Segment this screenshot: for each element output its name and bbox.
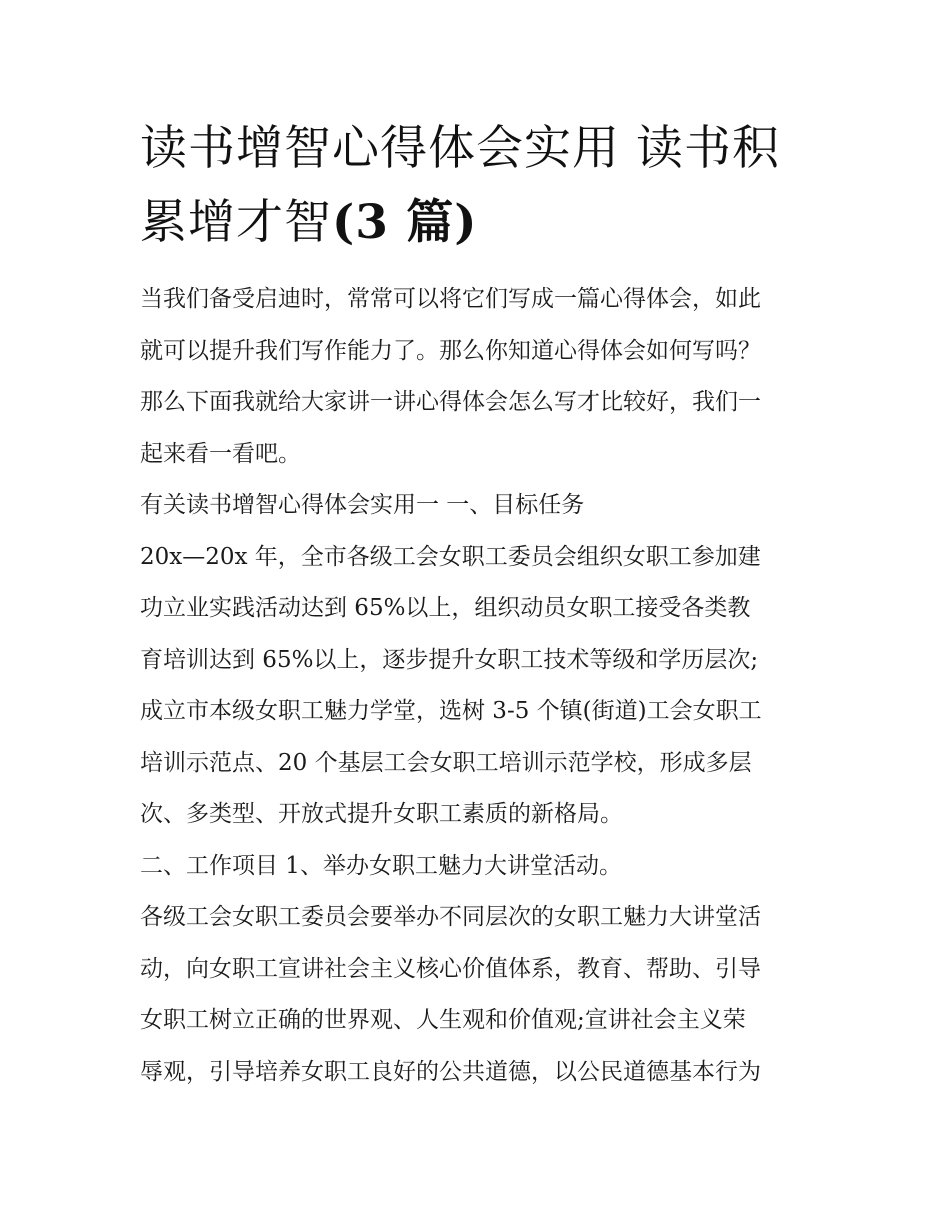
text-line: 育培训达到 65%以上，逐步提升女职工技术等级和学历层次; — [140, 646, 759, 673]
paragraph-intro — [140, 274, 820, 480]
text-line: 动，向女职工宣讲社会主义核心价值体系，教育、帮助、引导 — [140, 955, 761, 982]
text-line: 当我们备受启迪时，常常可以将它们写成一篇心得体会，如此 — [140, 286, 761, 312]
document-title — [140, 112, 820, 260]
text-line: 功立业实践活动达到 65%以上，组织动员女职工接受各类教 — [140, 595, 751, 621]
text-line: 女职工树立正确的世界观、人生观和价值观;宣讲社会主义荣 — [140, 1007, 746, 1033]
title-line-1: 读书增智心得体会实用 读书积 — [140, 121, 780, 176]
document-body — [140, 274, 820, 1098]
title-line-2 — [140, 186, 820, 260]
section-heading — [140, 480, 820, 532]
text-line: 各级工会女职工委员会要举办不同层次的女职工魅力大讲堂活 — [140, 904, 761, 930]
document-content — [140, 112, 820, 1098]
text-line: 有关读书增智心得体会实用一 一、目标任务 — [140, 492, 585, 518]
text-line: 起来看一看吧。 — [140, 440, 301, 467]
text-line: 培训示范点、20 个基层工会女职工培训示范学校，形成多层 — [140, 749, 752, 776]
paragraph-goals — [140, 532, 820, 841]
text-line: 成立市本级女职工魅力学堂，选树 3-5 个镇(街道)工会女职工 — [140, 698, 762, 724]
text-line: 辱观，引导培养女职工良好的公共道德，以公民道德基本行为 — [140, 1058, 761, 1085]
text-line: 就可以提升我们写作能力了。那么你知道心得体会如何写吗？ — [140, 337, 761, 364]
text-line: 那么下面我就给大家讲一讲心得体会怎么写才比较好，我们一 — [140, 389, 761, 415]
text-line: 20x—20x 年，全市各级工会女职工委员会组织女职工参加建 — [140, 543, 761, 570]
paragraph-lecture — [140, 892, 820, 1098]
text-line: 二、工作项目 1、举办女职工魅力大讲堂活动。 — [140, 852, 622, 879]
section-heading — [140, 841, 820, 893]
title-line-2-text: 累增才智 — [140, 195, 332, 250]
text-line: 次、多类型、开放式提升女职工素质的新格局。 — [140, 801, 623, 827]
title-count: (3 篇) — [332, 195, 478, 250]
